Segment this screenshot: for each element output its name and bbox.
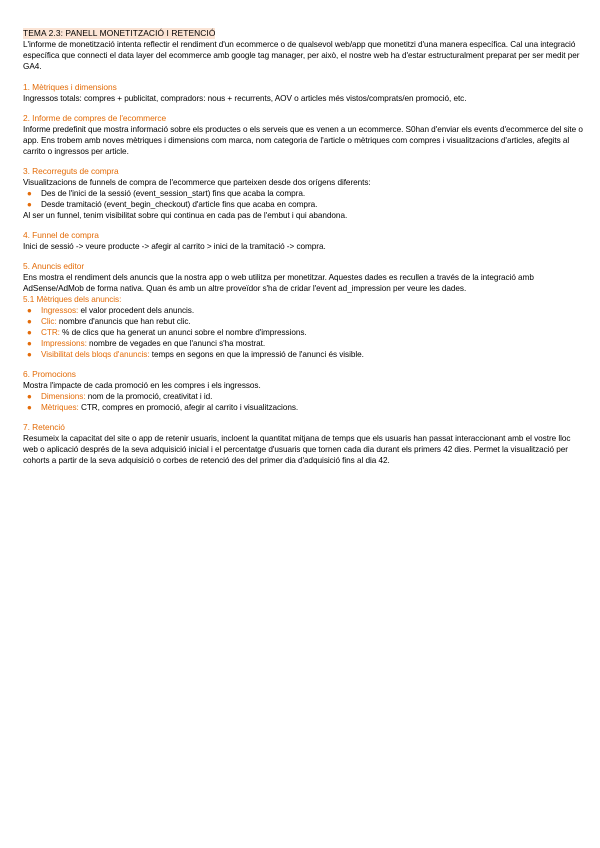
list-item: ● Ingressos: el valor procedent dels anuncis.: [27, 306, 195, 315]
section-text: Ens mostra el rendiment dels anuncis que la nostra app o web utilitza per monetitzar. Aquestes dades es recullen a través de la integració amb AdSense/AdMob de forma nativa. Quan és amb un altre proveïdor s'ha de cridar l'event ad_impression per veure les dades.: [23, 273, 534, 293]
term-label: Dimensions:: [41, 392, 86, 401]
term-label: Visibilitat dels bloqs d'anuncis:: [41, 350, 150, 359]
list-item: ● Desde tramitació (event_begin_checkout) d'article fins que acaba en compra.: [27, 200, 318, 209]
list-item: ● Impressions: nombre de vegades en que l'anunci s'ha mostrat.: [27, 339, 266, 348]
section-heading: 3. Recorreguts de compra: [23, 166, 119, 176]
section-publisher-ads: [23, 261, 585, 360]
section-text: Resumeix la capacitat del site o app de retenir usuaris, incloent la quantitat mitjana de temps que els usuaris han passat interaccionant amb el vostre lloc web o aplicació després de la seva adquisició inicial i el percentatge d'usuaris que tornen cada dia durant els primers 42 dies. Permet la visualització per cohorts a partir de la seva adquisició o corbes de retenció des del primer dia d'adquisició fins al dia 42.: [23, 434, 571, 465]
bullet-icon: ●: [27, 350, 32, 359]
bullet-list: [23, 305, 585, 360]
document-title: TEMA 2.3: PANELL MONETITZACIÓ I RETENCIÓ: [23, 28, 216, 38]
bullet-list: [23, 391, 585, 413]
section-ecommerce-report: [23, 113, 585, 157]
list-item: ● Visibilitat dels bloqs d'anuncis: temps en segons en que la impressió de l'anunci és visible.: [27, 350, 364, 359]
bullet-icon: ●: [27, 306, 32, 315]
bullet-icon: ●: [27, 339, 32, 348]
section-heading: 2. Informe de compres de l'ecommerce: [23, 113, 167, 123]
section-heading: 1. Mètriques i dimensions: [23, 82, 117, 92]
section-heading: 6. Promocions: [23, 369, 76, 379]
section-text: Ingressos totals: compres + publicitat, compradors: nous + recurrents, AOV o articles més vistos/comprats/en promoció, etc.: [23, 94, 467, 103]
list-item: ● Mètriques: CTR, compres en promoció, afegir al carrito i visualitzacions.: [27, 403, 299, 412]
section-retention: [23, 422, 585, 466]
bullet-icon: ●: [27, 189, 32, 198]
section-text: Visualitzacions de funnels de compra de l'ecommerce que parteixen desde dos orígens diferents:: [23, 178, 371, 187]
subsection-heading: 5.1 Mètriques dels anuncis:: [23, 295, 122, 304]
term-label: Clic:: [41, 317, 57, 326]
term-label: Mètriques:: [41, 403, 79, 412]
bullet-icon: ●: [27, 317, 32, 326]
section-text: Al ser un funnel, tenim visibilitat sobre qui continua en cada pas de l'embut i qui abandona.: [23, 211, 348, 220]
section-text: Mostra l'impacte de cada promoció en les compres i els ingressos.: [23, 381, 261, 390]
list-item: ● CTR: % de clics que ha generat un anunci sobre el nombre d'impressions.: [27, 328, 307, 337]
bullet-icon: ●: [27, 200, 32, 209]
term-label: Ingressos:: [41, 306, 79, 315]
section-text: Inici de sessió -> veure producte -> afegir al carrito > inici de la tramitació -> compra.: [23, 242, 326, 251]
bullet-icon: ●: [27, 403, 32, 412]
section-promotions: [23, 369, 585, 413]
document-page: [23, 28, 585, 466]
term-label: Impressions:: [41, 339, 87, 348]
section-purchase-journeys: [23, 166, 585, 221]
list-item: ● Dimensions: nom de la promoció, creativitat i id.: [27, 392, 213, 401]
intro-paragraph: L'informe de monetització intenta reflectir el rendiment d'un ecommerce o de qualsevol web/app que monetitzi d'una manera específica. Cal una integració específica que connecti el data layer del ecommerce amb google tag manager, per això, el nostre web ha d'estar estructuralment preparat per ser medit per GA4.: [23, 40, 580, 71]
bullet-icon: ●: [27, 328, 32, 337]
section-text: Informe predefinit que mostra informació sobre els productes o els serveis que es venen a un ecommerce. S0han d'enviar els events d'ecommerce del site o app. Ens trobem amb noves mètriques i dimensions com marca, nom categoria de l'article o mètriques com compres i visualitzacions d'articles, afegits al carrito o ingressos per article.: [23, 125, 583, 156]
section-purchase-funnel: [23, 230, 585, 252]
bullet-icon: ●: [27, 392, 32, 401]
list-item: ● Des de l'inici de la sessió (event_session_start) fins que acaba la compra.: [27, 189, 306, 198]
section-heading: 7. Retenció: [23, 422, 65, 432]
term-label: CTR:: [41, 328, 60, 337]
section-heading: 5. Anuncis editor: [23, 261, 85, 271]
list-item: ● Clic: nombre d'anuncis que han rebut clic.: [27, 317, 191, 326]
section-metrics: [23, 82, 585, 104]
bullet-list: [23, 188, 585, 210]
section-heading: 4. Funnel de compra: [23, 230, 99, 240]
